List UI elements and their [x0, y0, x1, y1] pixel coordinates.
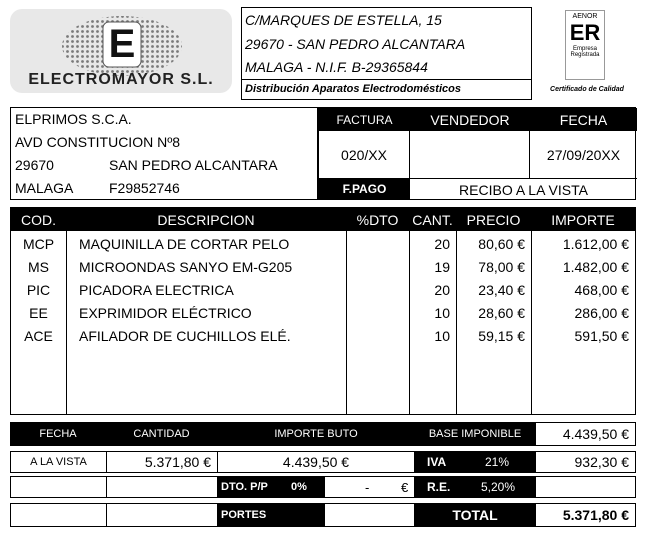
col-cant: CANT.: [412, 211, 453, 228]
re-label: R.E.: [427, 480, 451, 494]
address-line-2: 29670 - SAN PEDRO ALCANTARA: [245, 36, 466, 52]
vendedor-label: VENDEDOR: [410, 108, 530, 131]
invoice-meta: [318, 107, 636, 200]
iva-value: 932,30 €: [535, 451, 636, 473]
totals-section: [10, 422, 636, 530]
fecha-value: 27/09/20XX: [546, 146, 621, 163]
cert-sub1: Empresa: [572, 46, 597, 52]
item-dto: [346, 301, 409, 324]
item-importe: 468,00 €: [574, 281, 629, 298]
address-line-3: MALAGA - N.I.F. B-29365844: [245, 59, 428, 75]
totals-fecha-label: FECHA: [10, 422, 106, 446]
totals-fecha-value: A LA VISTA: [10, 451, 107, 473]
item-importe: 591,50 €: [574, 327, 629, 344]
item-precio: 59,15 €: [478, 327, 525, 344]
fpago-value: RECIBO A LA VISTA: [410, 178, 637, 200]
item-precio: 80,60 €: [478, 235, 525, 252]
dto-pp-currency: €: [401, 480, 409, 495]
client-box: [10, 107, 318, 200]
table-row: [11, 301, 635, 324]
cert-sub2: Registrada: [570, 52, 600, 58]
col-importe: IMPORTE: [551, 211, 615, 228]
base-imponible-value: 4.439,50 €: [536, 423, 635, 445]
col-precio: PRECIO: [466, 211, 521, 228]
dto-pp-label: DTO. P/P: [221, 481, 268, 493]
item-importe: 286,00 €: [574, 304, 629, 321]
fecha-label: FECHA: [530, 108, 637, 131]
item-cod: PIC: [26, 281, 51, 298]
base-imponible-label: BASE IMPONIBLE: [415, 422, 535, 446]
item-precio: 28,60 €: [478, 304, 525, 321]
col-dto: %DTO: [356, 211, 399, 228]
iva-pct: 21%: [485, 455, 510, 469]
item-dto: [346, 278, 409, 301]
totals-importe-bruto-value: 4.439,50 €: [217, 451, 415, 473]
table-row: [11, 278, 635, 301]
item-dto: [346, 232, 409, 255]
vendedor-value: [410, 131, 530, 178]
item-desc: MICROONDAS SANYO EM-G205: [79, 258, 293, 275]
table-row: [11, 324, 635, 347]
certification-badge: [565, 10, 605, 80]
iva-label: IVA: [427, 455, 447, 469]
totals-cantidad-label: CANTIDAD: [106, 422, 217, 446]
address-line-1: C/MARQUES DE ESTELLA, 15: [245, 12, 442, 28]
col-desc: DESCRIPCION: [157, 211, 255, 228]
table-row: [11, 232, 635, 255]
items-table: [10, 207, 636, 415]
item-dto: [346, 255, 409, 278]
re-pct: 5,20%: [481, 480, 516, 494]
item-cant: 10: [434, 304, 450, 321]
portes-label: PORTES: [217, 503, 325, 527]
item-importe: 1.612,00 €: [562, 235, 629, 252]
dto-pp-value: -: [365, 480, 370, 495]
item-precio: 23,40 €: [478, 281, 525, 298]
item-cod: MCP: [22, 235, 55, 252]
cert-caption: Certificado de Calidad: [550, 86, 624, 93]
items-header: [11, 208, 635, 231]
factura-label: FACTURA: [319, 108, 410, 131]
factura-number: 020/XX: [319, 131, 410, 178]
totals-cantidad-value: 5.371,80 €: [106, 451, 218, 473]
client-name: ELPRIMOS S.C.A.: [15, 111, 132, 127]
item-desc: AFILADOR DE CUCHILLOS ELÉ.: [79, 327, 291, 344]
item-importe: 1.482,00 €: [562, 258, 629, 275]
item-dto: [346, 324, 409, 347]
dto-pp-pct: 0%: [291, 481, 307, 493]
total-value: 5.371,80 €: [536, 504, 635, 526]
fpago-label: F.PAGO: [319, 178, 410, 200]
total-label: TOTAL: [415, 503, 535, 527]
col-cod: COD.: [21, 211, 56, 228]
client-town: SAN PEDRO ALCANTARA: [109, 157, 278, 173]
cert-mark-icon: ER: [569, 20, 601, 45]
item-desc: EXPRIMIDOR ELÉCTRICO: [79, 304, 252, 321]
item-cod: EE: [29, 304, 48, 321]
client-street: AVD CONSTITUCION Nº8: [15, 134, 181, 150]
item-cant: 20: [434, 281, 450, 298]
logo-text: ELECTROMAYOR S.L.: [28, 71, 214, 88]
item-desc: MAQUINILLA DE CORTAR PELO: [79, 235, 290, 252]
client-nif: F29852746: [109, 180, 180, 196]
company-tagline: Distribución Aparatos Electrodomésticos: [245, 83, 461, 95]
logo-letter: E: [108, 22, 136, 66]
item-cant: 10: [434, 327, 450, 344]
portes-value: [324, 503, 415, 527]
table-row: [11, 255, 635, 278]
item-cant: 20: [434, 235, 450, 252]
company-address: [241, 7, 532, 100]
client-zip: 29670: [15, 157, 54, 173]
company-logo: [10, 9, 232, 93]
cert-brand: AENOR: [572, 13, 598, 20]
client-province: MALAGA: [15, 180, 74, 196]
item-precio: 78,00 €: [478, 258, 525, 275]
item-desc: PICADORA ELECTRICA: [79, 281, 234, 298]
item-cod: MS: [28, 258, 49, 275]
item-cant: 19: [434, 258, 450, 275]
totals-importe-bruto-label: IMPORTE BUTO: [217, 422, 415, 446]
re-value: [535, 476, 636, 498]
item-cod: ACE: [24, 327, 53, 344]
